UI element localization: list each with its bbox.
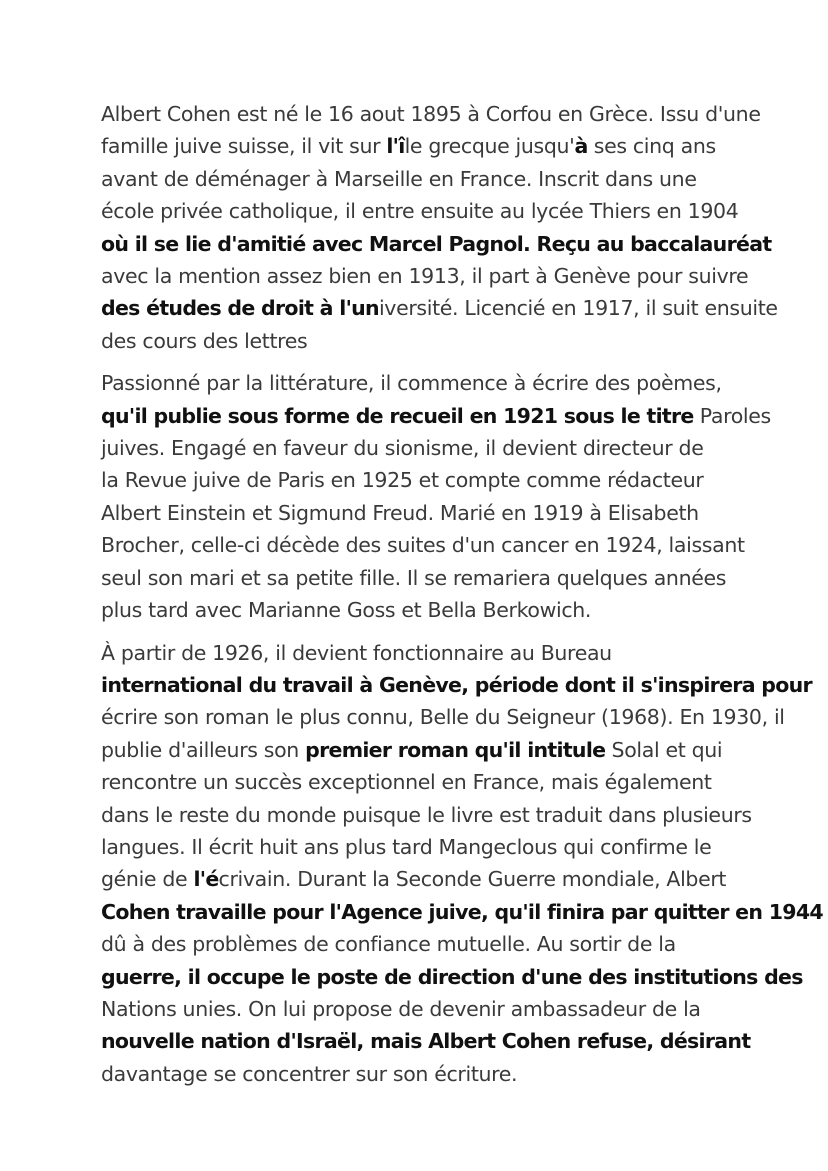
text-line: [101, 766, 741, 798]
text-line: [101, 637, 741, 669]
bold-text-segment: où il se lie d'amitié avec Marcel Pagnol. Reçu au baccalauréat: [101, 231, 772, 256]
text-segment: écrire son roman le plus connu, Belle du Seigneur (1968). En 1930, il: [101, 705, 785, 730]
text-line: [101, 562, 741, 594]
text-segment: avant de déménager à Marseille en France. Inscrit dans une: [101, 166, 697, 191]
text-segment: langues. Il écrit huit ans plus tard Mangeclous qui confirme le: [101, 834, 712, 859]
text-line: [101, 896, 823, 928]
text-line: [101, 163, 741, 195]
text-line: [101, 292, 778, 324]
bold-text-segment: l'é: [193, 867, 219, 892]
text-segment: dû à des problèmes de confiance mutuelle. Au sortir de la: [101, 932, 676, 957]
text-line: [101, 799, 752, 831]
document-page: [101, 98, 823, 1100]
text-segment: Albert Einstein et Sigmund Freud. Marié en 1919 à Elisabeth: [101, 500, 699, 525]
text-segment: seul son mari et sa petite fille. Il se remariera quelques années: [101, 565, 727, 590]
bold-text-segment: premier roman qu'il intitule: [305, 737, 606, 762]
bold-text-segment: des études de droit à l'un: [101, 296, 379, 321]
bold-text-segment: qu'il publie sous forme de recueil en 1921 sous le titre: [101, 403, 694, 428]
text-line: [101, 831, 741, 863]
bold-text-segment: Cohen travaille pour l'Agence juive, qu'il finira par quitter en 1944: [101, 899, 823, 924]
text-segment: Nations unies. On lui propose de devenir ambassadeur de la: [101, 996, 701, 1021]
text-line: [101, 669, 812, 701]
bold-text-segment: à: [574, 134, 588, 159]
paragraph-2: [101, 367, 771, 626]
text-line: [101, 1025, 751, 1057]
text-line: [101, 497, 741, 529]
text-line: [101, 464, 741, 496]
text-segment: génie de: [101, 867, 194, 892]
text-line: [101, 130, 741, 162]
text-line: [101, 734, 741, 766]
bold-text-segment: nouvelle nation d'Israël, mais Albert Cohen refuse, désirant: [101, 1029, 751, 1054]
paragraph-3: [101, 637, 823, 1091]
text-segment: Brocher, celle-ci décède des suites d'un cancer en 1924, laissant: [101, 533, 745, 558]
text-segment: iversité. Licencié en 1917, il suit ensuite: [378, 296, 778, 321]
text-segment: dans le reste du monde puisque le livre est traduit dans plusieurs: [101, 802, 752, 827]
text-segment: école privée catholique, il entre ensuite au lycée Thiers en 1904: [101, 199, 739, 224]
text-line: [101, 98, 761, 130]
text-line: [101, 928, 741, 960]
text-segment: davantage se concentrer sur son écriture.: [101, 1061, 518, 1086]
text-line: [101, 701, 785, 733]
text-segment: publie d'ailleurs son: [101, 737, 306, 762]
text-line: [101, 260, 749, 292]
text-segment: Solal et qui: [605, 737, 723, 762]
text-line: [101, 594, 741, 626]
text-line: [101, 367, 741, 399]
text-line: [101, 993, 741, 1025]
text-segment: la Revue juive de Paris en 1925 et compte comme rédacteur: [101, 468, 704, 493]
text-segment: le grecque jusqu': [404, 134, 575, 159]
text-line: [101, 863, 741, 895]
text-line: [101, 1058, 741, 1090]
bold-text-segment: guerre, il occupe le poste de direction d'une des institutions des: [101, 964, 803, 989]
text-segment: Paroles: [693, 403, 771, 428]
paragraph-1: [101, 98, 778, 357]
text-segment: plus tard avec Marianne Goss et Bella Berkowich.: [101, 598, 592, 623]
text-segment: des cours des lettres: [101, 328, 308, 353]
text-line: [101, 325, 741, 357]
bold-text-segment: l'î: [386, 134, 405, 159]
text-segment: rencontre un succès exceptionnel en France, mais également: [101, 770, 712, 795]
text-segment: famille juive suisse, il vit sur: [101, 134, 387, 159]
text-segment: ses cinq ans: [587, 134, 716, 159]
text-line: [101, 961, 803, 993]
text-segment: crivain. Durant la Seconde Guerre mondiale, Albert: [218, 867, 727, 892]
text-segment: avec la mention assez bien en 1913, il part à Genève pour suivre: [101, 264, 749, 289]
text-segment: À partir de 1926, il devient fonctionnaire au Bureau: [101, 640, 612, 665]
text-line: [101, 195, 741, 227]
bold-text-segment: international du travail à Genève, période dont il s'inspirera pour: [101, 672, 812, 697]
text-line: [101, 400, 771, 432]
text-line: [101, 529, 745, 561]
text-line: [101, 228, 772, 260]
text-segment: Albert Cohen est né le 16 aout 1895 à Corfou en Grèce. Issu d'une: [101, 102, 761, 126]
text-segment: juives. Engagé en faveur du sionisme, il devient directeur de: [101, 436, 704, 461]
text-segment: Passionné par la littérature, il commence à écrire des poèmes,: [101, 371, 722, 396]
text-line: [101, 432, 741, 464]
